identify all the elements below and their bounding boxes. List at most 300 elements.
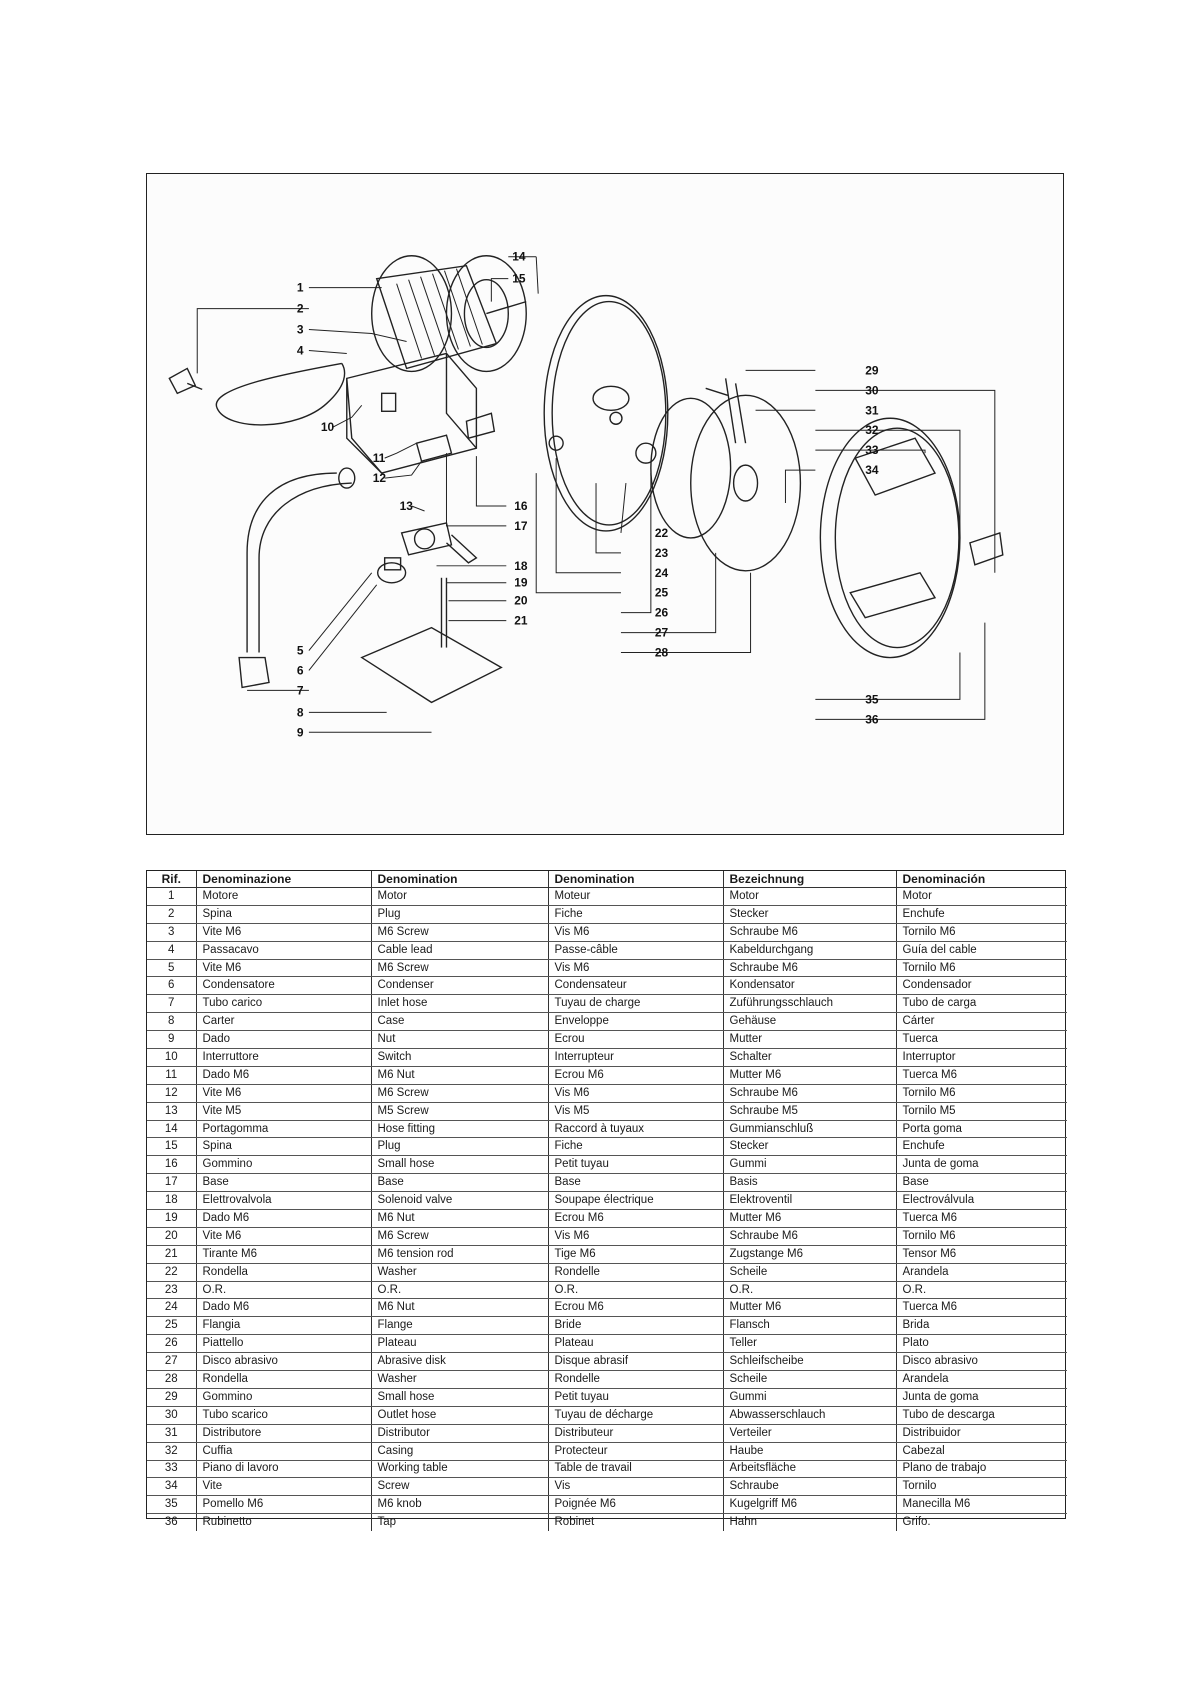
table-cell: Condensatore	[196, 977, 371, 995]
table-cell: Condensador	[896, 977, 1067, 995]
table-cell: Fiche	[548, 1138, 723, 1156]
table-header-row	[147, 871, 1067, 888]
table-cell: Schraube M6	[723, 959, 896, 977]
table-cell: Motore	[196, 888, 371, 906]
table-cell: Dado	[196, 1031, 371, 1049]
table-row	[147, 1478, 1067, 1496]
table-cell: 16	[147, 1156, 196, 1174]
table-cell: Enchufe	[896, 1138, 1067, 1156]
table-cell: Dado M6	[196, 1066, 371, 1084]
table-cell: Fiche	[548, 905, 723, 923]
table-cell: Tubo de descarga	[896, 1406, 1067, 1424]
callout-number: 28	[654, 645, 669, 660]
table-cell: Rubinetto	[196, 1514, 371, 1531]
table-cell: Ecrou M6	[548, 1066, 723, 1084]
table-cell: Plateau	[548, 1335, 723, 1353]
table-cell: 35	[147, 1496, 196, 1514]
table-cell: Vis M6	[548, 923, 723, 941]
table-cell: Cable lead	[371, 941, 548, 959]
table-cell: Zugstange M6	[723, 1245, 896, 1263]
table-cell: Condenser	[371, 977, 548, 995]
table-row	[147, 1353, 1067, 1371]
exploded-view-drawing	[147, 174, 1063, 834]
table-cell: Flange	[371, 1317, 548, 1335]
table-cell: Mutter M6	[723, 1299, 896, 1317]
table-cell: Tuyau de charge	[548, 995, 723, 1013]
table-cell: Dado M6	[196, 1210, 371, 1228]
parts-list-table	[146, 870, 1066, 1529]
table-cell: Washer	[371, 1371, 548, 1389]
table-row	[147, 1084, 1067, 1102]
table-row	[147, 1496, 1067, 1514]
table-cell: Base	[196, 1174, 371, 1192]
table-cell: Manecilla M6	[896, 1496, 1067, 1514]
callout-number: 23	[654, 545, 669, 560]
table-cell: Elettrovalvola	[196, 1192, 371, 1210]
table-cell: Case	[371, 1013, 548, 1031]
table-cell: Kabeldurchgang	[723, 941, 896, 959]
callout-number: 3	[296, 322, 304, 337]
table-cell: Cuffia	[196, 1442, 371, 1460]
table-row	[147, 1317, 1067, 1335]
callout-number: 17	[514, 518, 528, 533]
callout-number: 19	[514, 575, 528, 590]
table-cell: Schalter	[723, 1049, 896, 1067]
table-cell: Vis M5	[548, 1102, 723, 1120]
table-cell: 23	[147, 1281, 196, 1299]
table-cell: M6 knob	[371, 1496, 548, 1514]
callout-number: 25	[654, 585, 669, 600]
valve-assembly-drawing	[362, 523, 502, 702]
callout-number: 35	[865, 692, 879, 707]
table-cell: Brida	[896, 1317, 1067, 1335]
table-cell: Switch	[371, 1049, 548, 1067]
table-cell: Gummianschluß	[723, 1120, 896, 1138]
table-cell: 19	[147, 1210, 196, 1228]
table-cell: 21	[147, 1245, 196, 1263]
table-cell: Schraube M6	[723, 1084, 896, 1102]
table-cell: Gummi	[723, 1156, 896, 1174]
table-cell: Protecteur	[548, 1442, 723, 1460]
table-cell: Solenoid valve	[371, 1192, 548, 1210]
table-cell: Condensateur	[548, 977, 723, 995]
callout-number: 20	[514, 593, 528, 608]
table-cell: 31	[147, 1424, 196, 1442]
table-cell: 17	[147, 1174, 196, 1192]
table-row	[147, 1442, 1067, 1460]
table-cell: Interruttore	[196, 1049, 371, 1067]
table-cell: Tuerca M6	[896, 1299, 1067, 1317]
table-cell: M6 Nut	[371, 1299, 548, 1317]
table-cell: Plateau	[371, 1335, 548, 1353]
table-row	[147, 1013, 1067, 1031]
table-cell: Gummi	[723, 1388, 896, 1406]
table-cell: Cárter	[896, 1013, 1067, 1031]
table-cell: Piano di lavoro	[196, 1460, 371, 1478]
callout-number: 13	[399, 498, 413, 513]
table-row	[147, 1227, 1067, 1245]
table-cell: Schraube M6	[723, 1227, 896, 1245]
table-cell: Tubo de carga	[896, 995, 1067, 1013]
table-cell: 7	[147, 995, 196, 1013]
table-cell: Kugelgriff M6	[723, 1496, 896, 1514]
table-cell: Scheile	[723, 1263, 896, 1281]
table-cell: Portagomma	[196, 1120, 371, 1138]
table-cell: Basis	[723, 1174, 896, 1192]
table-cell: Guía del cable	[896, 941, 1067, 959]
table-cell: Ecrou M6	[548, 1210, 723, 1228]
callout-number: 33	[865, 443, 879, 458]
table-cell: Interrupteur	[548, 1049, 723, 1067]
column-header: Denominación	[896, 871, 1067, 888]
table-row	[147, 1049, 1067, 1067]
table-cell: Distributor	[371, 1424, 548, 1442]
table-cell: Gehäuse	[723, 1013, 896, 1031]
table-cell: Base	[896, 1174, 1067, 1192]
table-row	[147, 1120, 1067, 1138]
table-cell: Spina	[196, 1138, 371, 1156]
table-cell: Tirante M6	[196, 1245, 371, 1263]
table-cell: Mutter	[723, 1031, 896, 1049]
table-cell: Junta de goma	[896, 1156, 1067, 1174]
callout-number: 1	[296, 280, 304, 295]
motor-drawing	[372, 256, 527, 372]
table-cell: Schraube M6	[723, 923, 896, 941]
table-cell: Stecker	[723, 1138, 896, 1156]
table-cell: Cabezal	[896, 1442, 1067, 1460]
table-cell: Tige M6	[548, 1245, 723, 1263]
table-cell: Passe-câble	[548, 941, 723, 959]
table-cell: O.R.	[896, 1281, 1067, 1299]
table-cell: Rondelle	[548, 1263, 723, 1281]
table-row	[147, 1371, 1067, 1389]
table-cell: Schraube M5	[723, 1102, 896, 1120]
table-cell: Ecrou	[548, 1031, 723, 1049]
column-header: Denominazione	[196, 871, 371, 888]
cable-plug-drawing	[169, 363, 344, 424]
callout-number: 16	[514, 498, 528, 513]
table-cell: M6 Screw	[371, 1227, 548, 1245]
callout-number: 21	[514, 613, 528, 628]
table-cell: Arbeitsfläche	[723, 1460, 896, 1478]
callout-number: 26	[654, 605, 669, 620]
table-row	[147, 941, 1067, 959]
table-cell: Base	[371, 1174, 548, 1192]
flange-drawing	[544, 296, 668, 531]
table-cell: M6 tension rod	[371, 1245, 548, 1263]
table-cell: Distributeur	[548, 1424, 723, 1442]
table-cell: Grifo.	[896, 1514, 1067, 1531]
table-cell: Disco abrasivo	[896, 1353, 1067, 1371]
table-cell: Ecrou M6	[548, 1299, 723, 1317]
column-header: Bezeichnung	[723, 871, 896, 888]
table-cell: M6 Screw	[371, 923, 548, 941]
table-cell: Schleifscheibe	[723, 1353, 896, 1371]
table-row	[147, 977, 1067, 995]
table-cell: Enveloppe	[548, 1013, 723, 1031]
table-cell: Carter	[196, 1013, 371, 1031]
table-cell: 29	[147, 1388, 196, 1406]
abrasive-disk-drawing	[636, 395, 801, 570]
table-row	[147, 1174, 1067, 1192]
table-row	[147, 1102, 1067, 1120]
table-cell: Plato	[896, 1335, 1067, 1353]
table-row	[147, 1388, 1067, 1406]
table-cell: Rondella	[196, 1263, 371, 1281]
callout-number: 29	[865, 363, 879, 378]
table-cell: Raccord à tuyaux	[548, 1120, 723, 1138]
callout-number: 4	[296, 343, 304, 358]
parts-table	[147, 871, 1067, 1531]
table-row	[147, 905, 1067, 923]
table-cell: Inlet hose	[371, 995, 548, 1013]
table-cell: 4	[147, 941, 196, 959]
casing-drawing	[820, 418, 1002, 657]
table-cell: Abwasserschlauch	[723, 1406, 896, 1424]
callout-number: 32	[865, 423, 879, 438]
table-cell: Kondensator	[723, 977, 896, 995]
table-cell: Porta goma	[896, 1120, 1067, 1138]
table-cell: Enchufe	[896, 905, 1067, 923]
table-cell: Petit tuyau	[548, 1388, 723, 1406]
table-cell: Washer	[371, 1263, 548, 1281]
table-cell: O.R.	[371, 1281, 548, 1299]
table-cell: Petit tuyau	[548, 1156, 723, 1174]
table-cell: Base	[548, 1174, 723, 1192]
table-row	[147, 1281, 1067, 1299]
table-cell: 10	[147, 1049, 196, 1067]
table-cell: Teller	[723, 1335, 896, 1353]
table-cell: Screw	[371, 1478, 548, 1496]
table-cell: 30	[147, 1406, 196, 1424]
table-cell: Distributore	[196, 1424, 371, 1442]
table-cell: Vis M6	[548, 1084, 723, 1102]
table-row	[147, 1424, 1067, 1442]
table-cell: Schraube	[723, 1478, 896, 1496]
table-cell: Robinet	[548, 1514, 723, 1531]
table-row	[147, 1031, 1067, 1049]
table-cell: 20	[147, 1227, 196, 1245]
column-header: Denomination	[371, 871, 548, 888]
table-cell: Tornilo M6	[896, 959, 1067, 977]
table-cell: Flangia	[196, 1317, 371, 1335]
table-cell: Dado M6	[196, 1299, 371, 1317]
table-row	[147, 1066, 1067, 1084]
table-cell: Moteur	[548, 888, 723, 906]
table-cell: Vite	[196, 1478, 371, 1496]
table-cell: Casing	[371, 1442, 548, 1460]
table-cell: 25	[147, 1317, 196, 1335]
table-cell: Disque abrasif	[548, 1353, 723, 1371]
table-cell: 13	[147, 1102, 196, 1120]
callout-number: 31	[865, 403, 879, 418]
table-cell: Flansch	[723, 1317, 896, 1335]
table-cell: Tuyau de décharge	[548, 1406, 723, 1424]
table-cell: Tornilo M6	[896, 923, 1067, 941]
table-cell: 26	[147, 1335, 196, 1353]
table-cell: M5 Screw	[371, 1102, 548, 1120]
table-cell: Verteiler	[723, 1424, 896, 1442]
table-cell: Scheile	[723, 1371, 896, 1389]
table-cell: Interruptor	[896, 1049, 1067, 1067]
callout-number: 7	[296, 683, 304, 698]
table-cell: 1	[147, 888, 196, 906]
table-cell: 18	[147, 1192, 196, 1210]
table-cell: Electroválvula	[896, 1192, 1067, 1210]
table-cell: Motor	[896, 888, 1067, 906]
callout-number: 14	[512, 249, 526, 264]
table-cell: Vis M6	[548, 959, 723, 977]
table-cell: Vite M6	[196, 1084, 371, 1102]
table-cell: Mutter M6	[723, 1210, 896, 1228]
table-cell: Hose fitting	[371, 1120, 548, 1138]
table-row	[147, 1406, 1067, 1424]
column-header: Rif.	[147, 871, 196, 888]
table-row	[147, 888, 1067, 906]
table-cell: Tubo carico	[196, 995, 371, 1013]
table-cell: Outlet hose	[371, 1406, 548, 1424]
table-cell: Rondella	[196, 1371, 371, 1389]
table-cell: Tuerca M6	[896, 1066, 1067, 1084]
callout-number: 27	[654, 625, 669, 640]
table-cell: 33	[147, 1460, 196, 1478]
table-row	[147, 1210, 1067, 1228]
callout-number: 18	[514, 558, 528, 573]
table-cell: Tornilo M5	[896, 1102, 1067, 1120]
table-cell: Plug	[371, 1138, 548, 1156]
table-row	[147, 995, 1067, 1013]
table-cell: 5	[147, 959, 196, 977]
table-cell: Vis	[548, 1478, 723, 1496]
table-cell: Rondelle	[548, 1371, 723, 1389]
table-cell: Motor	[371, 888, 548, 906]
table-cell: 9	[147, 1031, 196, 1049]
callout-number: 8	[296, 705, 304, 720]
table-cell: 27	[147, 1353, 196, 1371]
table-cell: 34	[147, 1478, 196, 1496]
table-cell: 24	[147, 1299, 196, 1317]
table-cell: Disco abrasivo	[196, 1353, 371, 1371]
callout-number: 11	[372, 451, 386, 466]
table-cell: M6 Screw	[371, 1084, 548, 1102]
callout-number: 34	[865, 463, 879, 478]
table-cell: Stecker	[723, 905, 896, 923]
table-cell: Tornilo	[896, 1478, 1067, 1496]
table-cell: Elektroventil	[723, 1192, 896, 1210]
callout-number: 15	[512, 271, 526, 286]
table-cell: 15	[147, 1138, 196, 1156]
table-cell: Small hose	[371, 1156, 548, 1174]
table-row	[147, 923, 1067, 941]
table-row	[147, 959, 1067, 977]
table-cell: 32	[147, 1442, 196, 1460]
table-cell: Tuerca	[896, 1031, 1067, 1049]
callout-number: 2	[296, 301, 304, 316]
table-cell: Spina	[196, 905, 371, 923]
table-cell: Vis M6	[548, 1227, 723, 1245]
callout-number: 30	[865, 383, 879, 398]
table-cell: Gommino	[196, 1156, 371, 1174]
table-cell: Bride	[548, 1317, 723, 1335]
table-cell: 36	[164, 1516, 178, 1529]
table-body	[147, 888, 1067, 1532]
base-housing-drawing	[347, 353, 495, 473]
table-cell: Abrasive disk	[371, 1353, 548, 1371]
table-cell: O.R.	[196, 1281, 371, 1299]
callout-number: 12	[372, 471, 387, 486]
table-cell: 14	[147, 1120, 196, 1138]
table-cell: Soupape électrique	[548, 1192, 723, 1210]
table-cell: Plano de trabajo	[896, 1460, 1067, 1478]
table-cell: Passacavo	[196, 941, 371, 959]
table-cell: 22	[147, 1263, 196, 1281]
table-cell: Vite M6	[196, 923, 371, 941]
table-row	[147, 1192, 1067, 1210]
table-cell: Junta de goma	[896, 1388, 1067, 1406]
table-cell: M6 Nut	[371, 1210, 548, 1228]
callout-number: 6	[296, 663, 304, 678]
table-cell: Vite M6	[196, 959, 371, 977]
table-cell: 11	[147, 1066, 196, 1084]
table-cell: 12	[147, 1084, 196, 1102]
callout-number: 10	[320, 420, 335, 435]
table-cell: Tornilo M6	[896, 1084, 1067, 1102]
table-row	[147, 1156, 1067, 1174]
table-row	[147, 1138, 1067, 1156]
table-row	[147, 1460, 1067, 1478]
table-cell: 3	[147, 923, 196, 941]
table-cell: Tubo scarico	[196, 1406, 371, 1424]
table-cell: O.R.	[723, 1281, 896, 1299]
table-cell: O.R.	[548, 1281, 723, 1299]
callout-number: 22	[654, 525, 669, 540]
table-cell: Distribuidor	[896, 1424, 1067, 1442]
table-cell: Poignée M6	[548, 1496, 723, 1514]
table-cell: Mutter M6	[723, 1066, 896, 1084]
table-row	[147, 1263, 1067, 1281]
table-row	[147, 1335, 1067, 1353]
table-cell: Vite M6	[196, 1227, 371, 1245]
table-cell: Table de travail	[548, 1460, 723, 1478]
table-cell: Zuführungsschlauch	[723, 995, 896, 1013]
table-cell: 6	[147, 977, 196, 995]
callout-number: 5	[296, 643, 304, 658]
table-row	[147, 1299, 1067, 1317]
table-cell: Tap	[371, 1514, 548, 1531]
table-cell: M6 Nut	[371, 1066, 548, 1084]
table-row	[147, 1245, 1067, 1263]
table-cell: Tornilo M6	[896, 1227, 1067, 1245]
table-cell: Motor	[723, 888, 896, 906]
callout-number: 9	[296, 725, 304, 740]
table-cell: Working table	[371, 1460, 548, 1478]
table-cell: Plug	[371, 905, 548, 923]
exploded-view-diagram	[146, 173, 1064, 835]
column-header: Denomination	[548, 871, 723, 888]
table-cell: Small hose	[371, 1388, 548, 1406]
table-cell: Vite M5	[196, 1102, 371, 1120]
table-cell: Nut	[371, 1031, 548, 1049]
callout-number: 24	[654, 565, 669, 580]
table-cell: Pomello M6	[196, 1496, 371, 1514]
table-cell: Gommino	[196, 1388, 371, 1406]
table-cell: 2	[147, 905, 196, 923]
table-cell: Piattello	[196, 1335, 371, 1353]
table-cell: Tensor M6	[896, 1245, 1067, 1263]
table-cell: Tuerca M6	[896, 1210, 1067, 1228]
table-cell: Arandela	[896, 1263, 1067, 1281]
table-row	[147, 1514, 1067, 1531]
